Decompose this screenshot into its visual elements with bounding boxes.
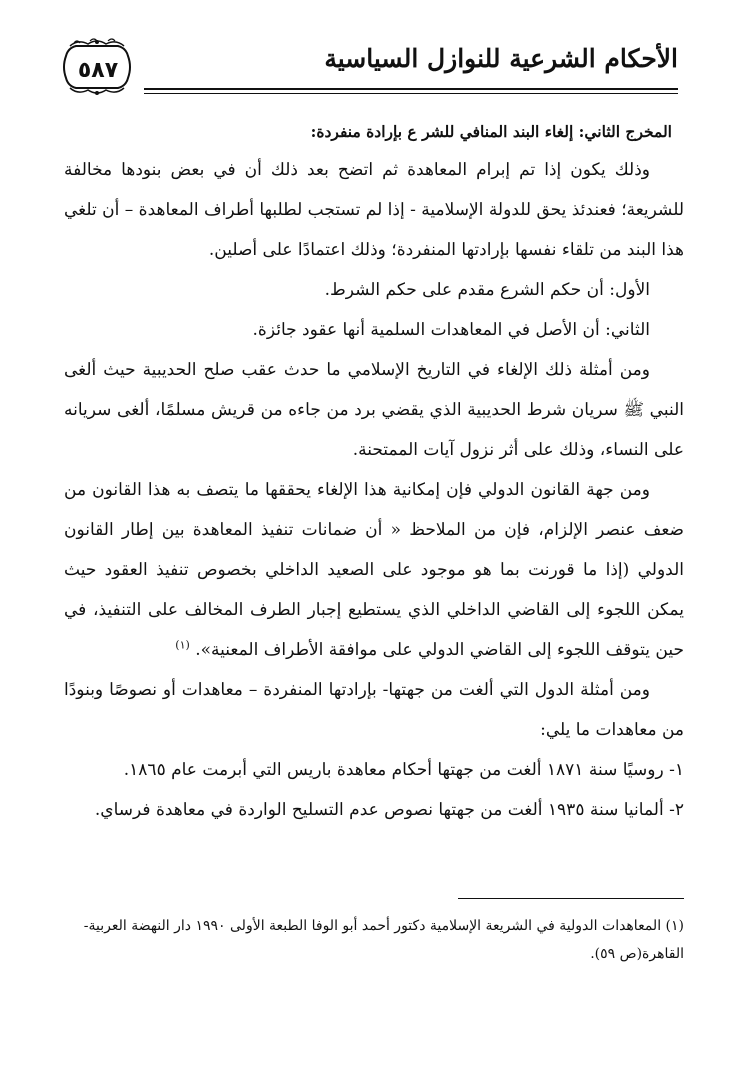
paragraph-first-principle: الأول: أن حكم الشرع مقدم على حكم الشرط. — [324, 280, 650, 300]
list-item: ٢- ألمانيا سنة ١٩٣٥ ألغت من جهتها نصوص عدم التسليح الواردة في معاهدة فرساي. — [94, 800, 684, 820]
paragraph-examples-intro: ومن أمثلة الدول التي ألغت من جهتها- بإرادتها المنفردة – معاهدات أو نصوصًا وبنودًا من معاهدات ما يلي: — [64, 680, 684, 740]
header-rule-thin — [144, 93, 678, 94]
paragraph-international-law-text: ومن جهة القانون الدولي فإن إمكانية هذا الإلغاء يحققها ما يتصف به هذا القانون من ضعف عنصر الإلزام، فإن من الملاحظ « أن ضمانات تنفيذ المعاهدة بين إطار القانون الدولي (إذا ما قورنت بما هو موجود على الصعيد الداخلي بخصوص تنفيذ العقود حيث يمكن اللجوء إلى القاضي الداخلي الذي يستطيع إجبار الطرف المخالف على التنفيذ، في حين يتوقف اللجوء إلى القاضي الدولي على موافقة الأطراف المعنية». — [64, 480, 684, 660]
paragraph-second-principle: الثاني: أن الأصل في المعاهدات السلمية أنها عقود جائزة. — [252, 320, 650, 340]
footnote-marker: (١) — [175, 638, 190, 652]
page-header — [60, 38, 678, 102]
header-rule — [144, 88, 678, 90]
list-item: ١- روسيًا سنة ١٨٧١ ألغت من جهتها أحكام معاهدة باريس التي أبرمت عام ١٨٦٥. — [123, 760, 684, 780]
section-heading: المخرج الثاني: إلغاء البند المنافي للشر ع بإرادة منفردة: — [310, 122, 672, 141]
paragraph-international-law — [64, 470, 684, 670]
page-number: ٥٨٧ — [77, 58, 119, 83]
paragraph-historical-example: ومن أمثلة ذلك الإلغاء في التاريخ الإسلامي ما حدث عقب صلح الحديبية حيث ألغى النبي ﷺ سريان شرط الحديبية الذي يقضي برد من جاءه من قريش مسلمًا، ألغى سريانه على النساء، وذلك على أثر نزول آيات الممتحنة. — [64, 360, 684, 460]
footnote: (١) المعاهدات الدولية في الشريعة الإسلامية دكتور أحمد أبو الوفا الطبعة الأولى ١٩٩٠ دار النهضة العربية- القاهرة(ص ٥٩). — [83, 918, 684, 962]
footnote-separator — [458, 898, 684, 899]
main-text — [64, 118, 684, 830]
paragraph-1: وذلك يكون إذا تم إبرام المعاهدة ثم اتضح بعد ذلك أن في بعض بنودها مخالفة للشريعة؛ فعندئذ يحق للدولة الإسلامية - إذا لم تستجب لطلبها أطراف المعاهدة – أن تلغي هذا البند من تلقاء نفسها بإرادتها المنفردة؛ وذلك اعتمادًا على أصلين. — [64, 160, 684, 260]
running-title: الأحكام الشرعية للنوازل السياسية — [324, 44, 678, 73]
